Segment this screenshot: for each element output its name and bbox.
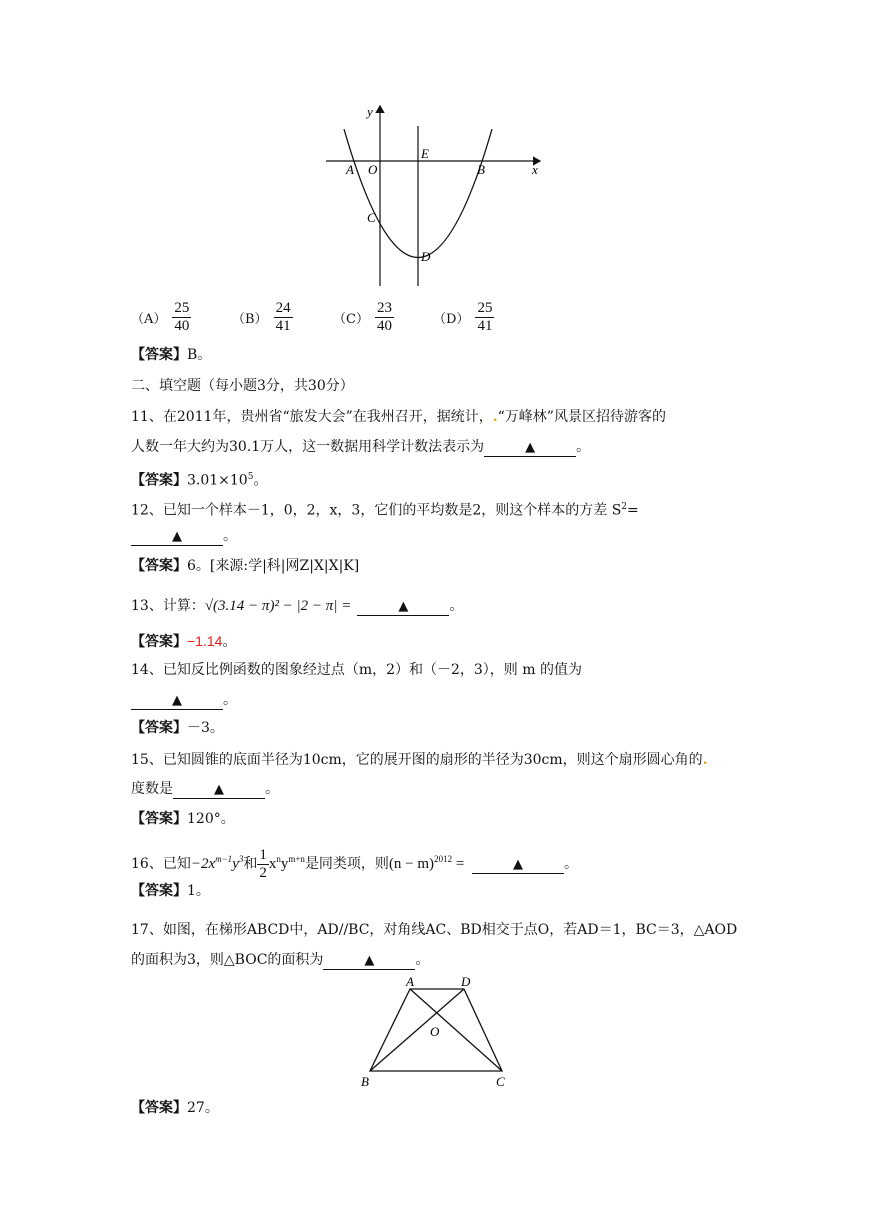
question-12-line-1: 12、已知一个样本－1，0，2，x，3，它们的平均数是2，则这个样本的方差 $S^2=$ xyxy=(131,502,639,519)
answer-16: 【答案】1。 xyxy=(131,883,210,899)
question-12-line-2: ▲ 。 xyxy=(131,526,237,546)
question-17-line-2: 的面积为3，则△BOC的面积为 ▲ 。 xyxy=(131,952,430,968)
label-a-trap: A xyxy=(406,974,414,989)
label-d: D xyxy=(421,249,431,264)
label-o-trap: O xyxy=(430,1024,440,1039)
label-e: E xyxy=(421,146,429,161)
question-13: 13、计算：√(3.14 − π)² − |2 − π| = ▲ 。 xyxy=(131,598,464,614)
label-o: O xyxy=(368,162,378,177)
answer-blank-11[interactable]: ▲ xyxy=(484,439,576,457)
option-c-fraction: $\frac{23}{40}$ xyxy=(376,300,392,334)
answer-blank-16[interactable]: ▲ xyxy=(472,856,564,874)
label-x: x xyxy=(532,162,538,177)
option-d-fraction: $\frac{25}{41}$ xyxy=(477,300,493,334)
diagonal-ac xyxy=(410,989,502,1071)
answer-12: 【答案】6。[来源:学|科|网Z|X|X|K] xyxy=(131,558,360,574)
question-14-line-2: ▲ 。 xyxy=(131,690,237,710)
question-16: 16、已知$-2x^{m-1}y^3$和 $\frac{1}{2}$ $x^ny^{m+n}$是同类项，则$(n - m)^{2012}$ = ▲ 。 xyxy=(131,846,579,881)
answer-15: 【答案】120°。 xyxy=(131,811,235,827)
option-c-label: （C） xyxy=(333,312,369,327)
answer-11: 【答案】$3.01\times 10^5$。 xyxy=(131,472,268,489)
answer-10: 【答案】B。 xyxy=(131,347,212,363)
label-c: C xyxy=(367,210,376,225)
label-a: A xyxy=(346,162,354,177)
question-11-line-2: 人数一年大约为30.1万人，这一数据用科学计数法表示为 ▲ 。 xyxy=(131,439,591,455)
section-2-heading: 二、填空题（每小题3分，共30分） xyxy=(131,378,354,394)
label-c-trap: C xyxy=(496,1074,505,1089)
answer-blank-15[interactable]: ▲ xyxy=(173,781,265,799)
label-b: B xyxy=(477,162,485,177)
option-d xyxy=(433,300,494,335)
label-y: y xyxy=(367,104,373,119)
question-14-line-1: 14、已知反比例函数的图象经过点（m，2）和（－2，3），则 m 的值为 xyxy=(131,662,582,678)
option-b-fraction: $\frac{24}{41}$ xyxy=(275,300,291,334)
label-b-trap: B xyxy=(361,1074,369,1089)
option-a-label: （A） xyxy=(131,312,167,327)
question-15-line-1: 15、已知圆锥的底面半径为10cm，它的展开图的扇形的半径为30cm，则这个扇形圆心角的. xyxy=(131,752,708,768)
formula-13: √(3.14 − π)² − |2 − π| = xyxy=(204,598,352,614)
option-d-label: （D） xyxy=(433,312,470,327)
answer-14: 【答案】－3。 xyxy=(131,720,224,736)
diagonal-bd xyxy=(370,989,464,1071)
question-15-line-2: 度数是 ▲ 。 xyxy=(131,781,279,797)
parabola-figure xyxy=(320,98,550,290)
answer-blank-14[interactable]: ▲ xyxy=(131,692,223,710)
option-b-label: （B） xyxy=(232,312,268,327)
option-c xyxy=(333,300,394,335)
question-11-line-1: 11、在2011年，贵州省“旅发大会”在我州召开，据统计，.“万峰林”风景区招待游客的 xyxy=(131,409,666,425)
answer-blank-12[interactable]: ▲ xyxy=(131,528,223,546)
fraction-one-half: $\frac{1}{2}$ xyxy=(259,846,267,881)
question-17-line-1: 17、如图，在梯形ABCD中，AD//BC，对角线AC、BD相交于点O，若AD＝1，BC＝3，△AOD xyxy=(131,922,738,938)
label-d-trap: D xyxy=(461,974,471,989)
option-a-fraction: $\frac{25}{40}$ xyxy=(174,300,190,334)
option-a xyxy=(131,300,191,335)
answer-17: 【答案】27。 xyxy=(131,1100,219,1116)
trapezoid-figure xyxy=(358,974,518,1092)
answer-blank-17[interactable]: ▲ xyxy=(323,952,415,970)
answer-blank-13[interactable]: ▲ xyxy=(357,598,449,616)
option-b xyxy=(232,300,293,335)
answer-13: 【答案】−1.14。 xyxy=(131,633,237,650)
